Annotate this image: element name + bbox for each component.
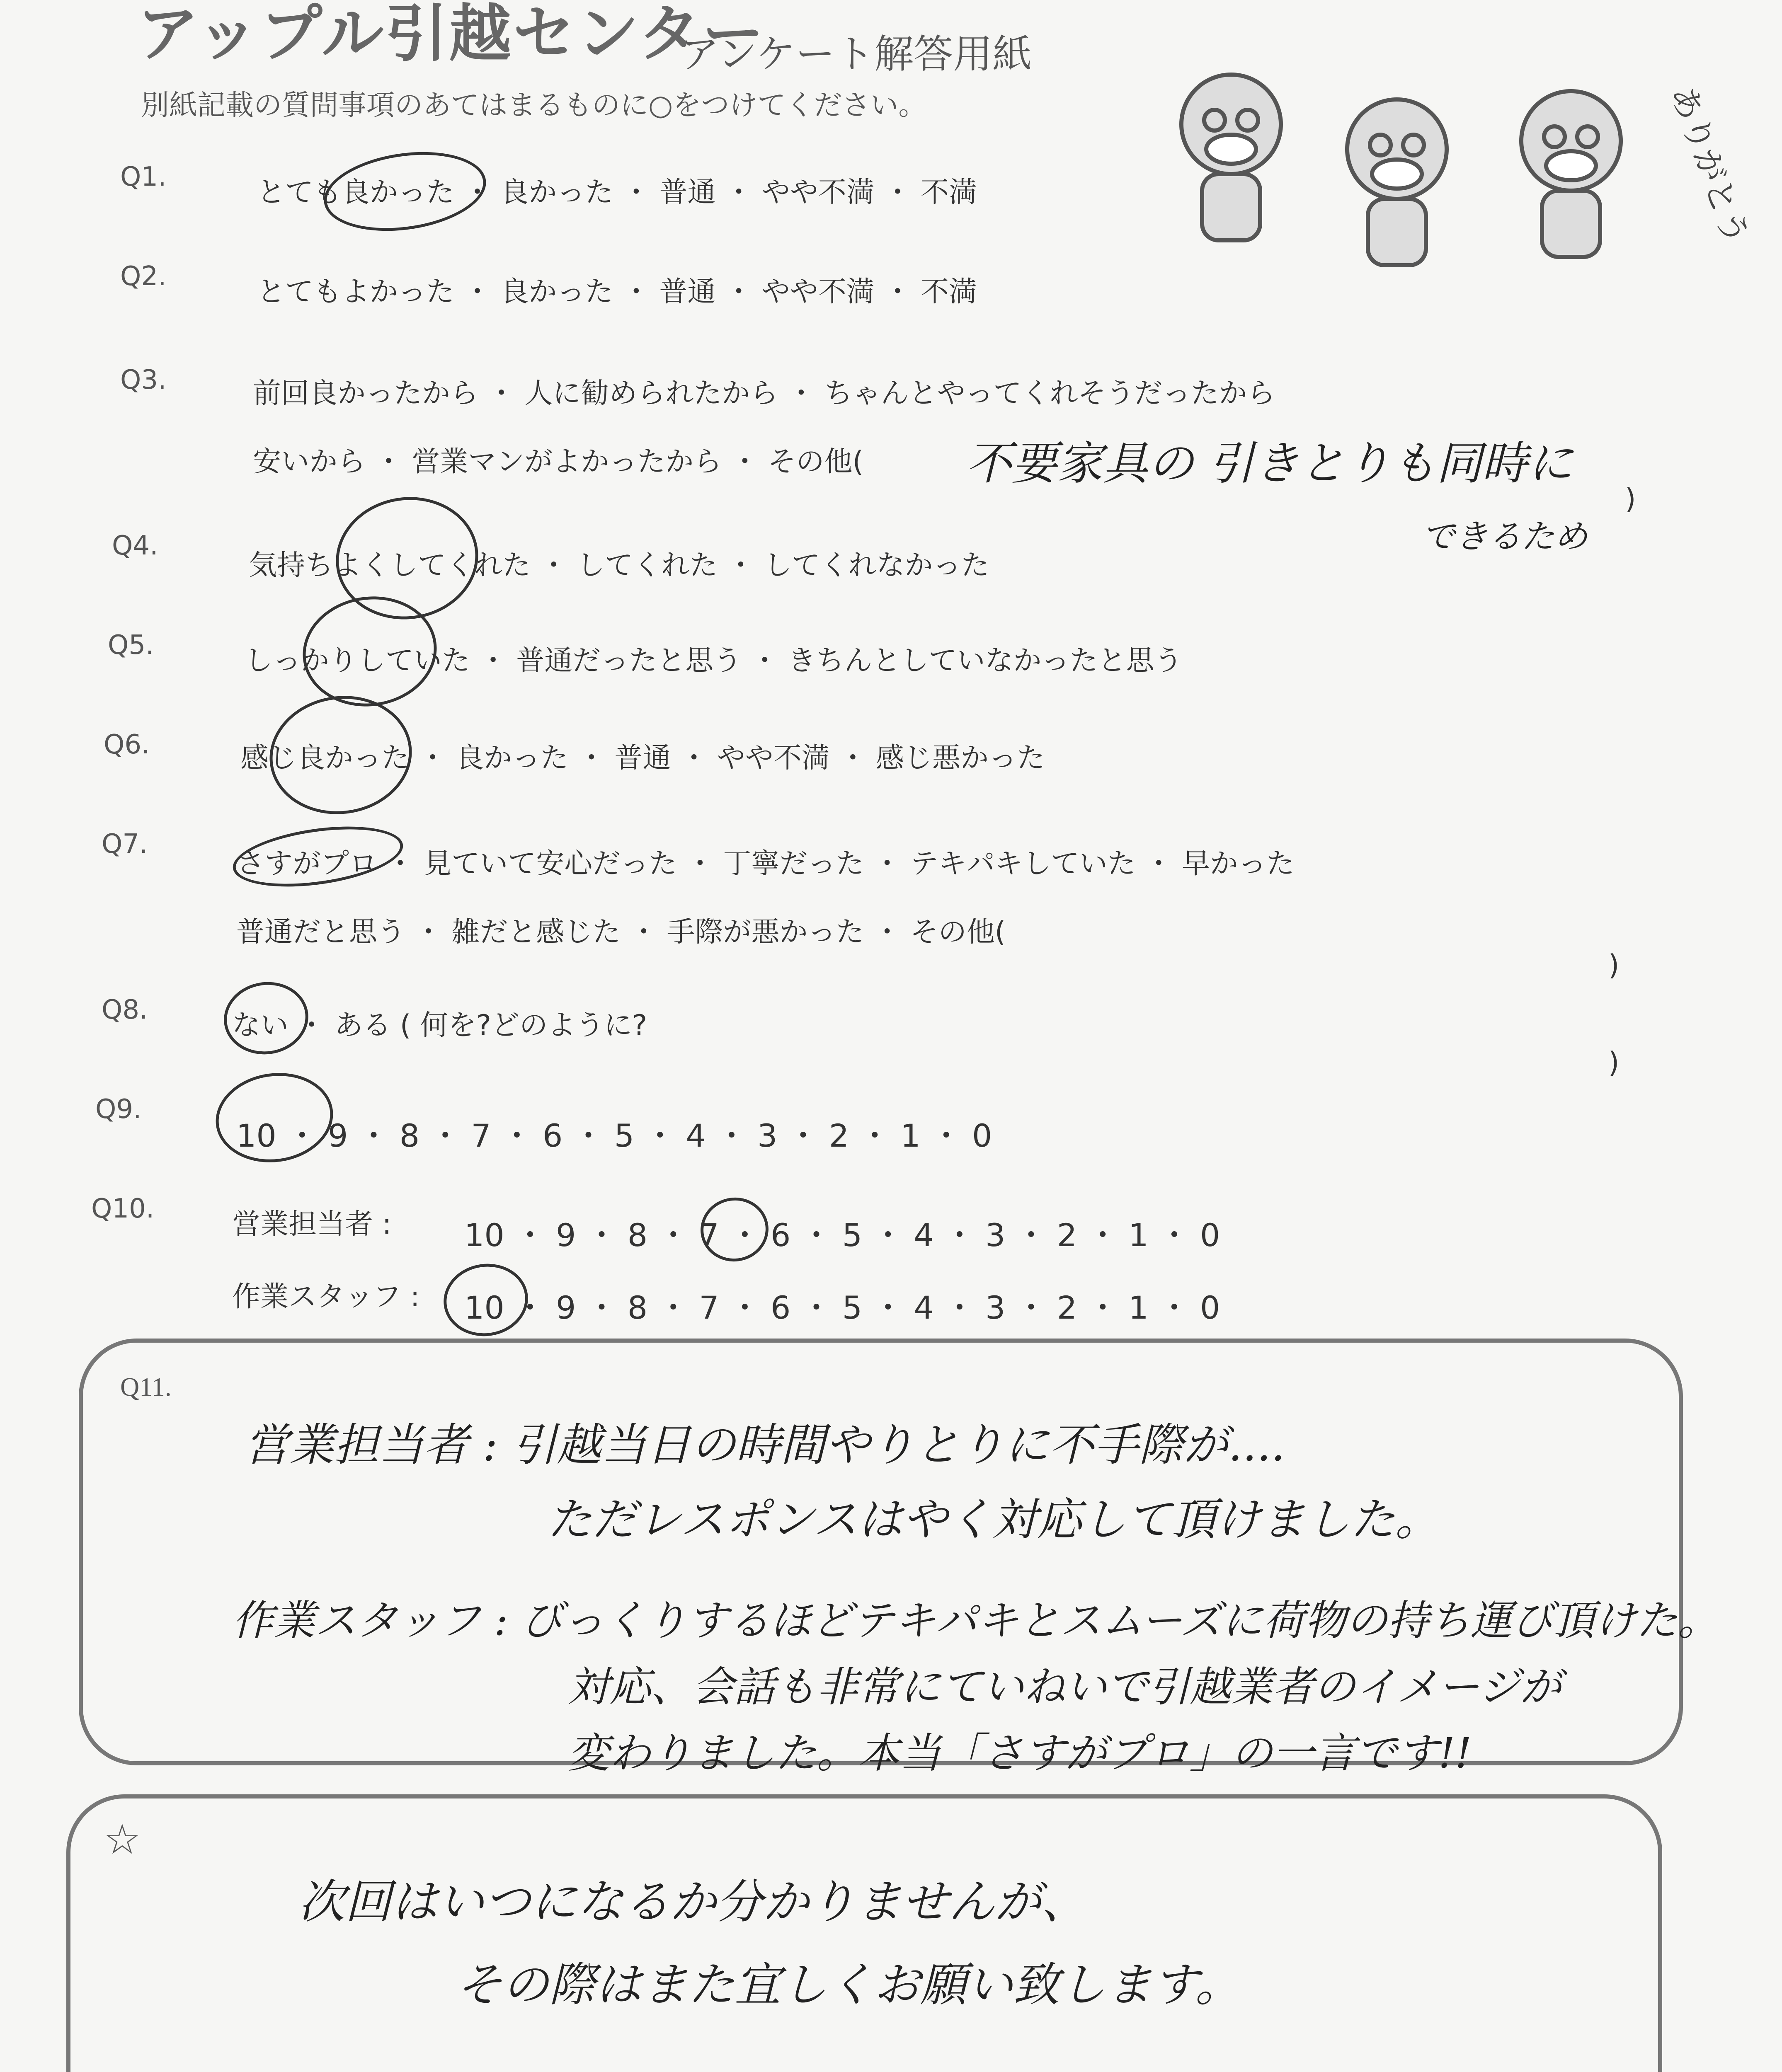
q4-option-3[interactable]: してくれなかった bbox=[764, 549, 989, 582]
q4-options: 気持ちよくしてくれた ・ してくれた ・ してくれなかった bbox=[249, 549, 989, 582]
q7-line-1: さすがプロ ・ 見ていて安心だった ・ 丁寧だった ・ テキパキしていた ・ 早かった bbox=[236, 847, 1295, 880]
star-line-1: 次回はいつになるか分かりませんが、 bbox=[298, 1875, 1088, 1929]
q7-line-2: 普通だと思う ・ 雑だと感じた ・ 手際が悪かった ・ その他( bbox=[236, 916, 1006, 949]
q11-line-5: 変わりました。本当「さすがプロ」の一言です!! bbox=[568, 1729, 1472, 1777]
q5-option-1[interactable]: しっかりしていた bbox=[245, 644, 470, 677]
q1-option-3[interactable]: 普通 bbox=[659, 176, 716, 209]
q6-option-4[interactable]: やや不満 bbox=[717, 742, 830, 775]
q6-options: 感じ良かった ・ 良かった ・ 普通 ・ やや不満 ・ 感じ悪かった bbox=[240, 742, 1045, 775]
q11-line-2: ただレスポンスはやく対応して頂けました。 bbox=[547, 1494, 1440, 1546]
q1-option-1[interactable]: とても良かった bbox=[257, 176, 455, 209]
q4-option-2[interactable]: してくれた bbox=[577, 549, 718, 582]
q2-options: とてもよかった ・ 良かった ・ 普通 ・ やや不満 ・ 不満 bbox=[257, 276, 977, 308]
form-subtitle: アンケート解答用紙 bbox=[680, 31, 1032, 77]
q5-option-2[interactable]: 普通だったと思う bbox=[516, 644, 742, 677]
q8-line-1: ない ・ ある ( 何を?どのように? bbox=[232, 1009, 647, 1042]
q6-answer-circle bbox=[262, 687, 419, 823]
q6-option-2[interactable]: 良かった bbox=[456, 742, 569, 775]
q8-label: Q8. bbox=[102, 995, 148, 1025]
q2-option-3[interactable]: 普通 bbox=[659, 276, 716, 308]
star-icon: ☆ bbox=[104, 1815, 141, 1864]
q4-label: Q4. bbox=[112, 530, 158, 561]
q5-option-3[interactable]: きちんとしていなかったと思う bbox=[788, 644, 1183, 677]
q1-label: Q1. bbox=[120, 162, 167, 192]
q10-staff-scale: 10 ・ 9 ・ 8 ・ 7 ・ 6 ・ 5 ・ 4 ・ 3 ・ 2 ・ 1 ・ 0 bbox=[464, 1289, 1220, 1326]
q6-option-1[interactable]: 感じ良かった bbox=[240, 742, 410, 775]
q3-line-2: 安いから ・ 営業マンがよかったから ・ その他( bbox=[253, 445, 863, 478]
q8-answer-circle bbox=[219, 977, 313, 1060]
q7-answer-circle bbox=[229, 817, 407, 896]
free-comment-box bbox=[66, 1794, 1662, 2072]
q1-options: とても良かった ・ 良かった ・ 普通 ・ やや不満 ・ 不満 bbox=[257, 176, 977, 209]
q3-other-answer-1: 不要家具の 引きとりも同時に bbox=[966, 437, 1573, 490]
q1-option-4[interactable]: やや不満 bbox=[761, 176, 875, 209]
q7-close-paren: ) bbox=[1608, 949, 1620, 982]
q3-other-answer-2: できるため bbox=[1422, 517, 1588, 556]
q2-option-1[interactable]: とてもよかった bbox=[257, 276, 455, 308]
q3-line-1: 前回良かったから ・ 人に勧められたから ・ ちゃんとやってくれそうだったから bbox=[253, 377, 1275, 410]
q7-label: Q7. bbox=[102, 829, 148, 859]
q2-option-2[interactable]: 良かった bbox=[500, 276, 613, 308]
q6-label: Q6. bbox=[104, 729, 150, 760]
mascot-illustration bbox=[1152, 41, 1756, 274]
q10-staff-label: 作業スタッフ : bbox=[232, 1280, 420, 1313]
q6-option-3[interactable]: 普通 bbox=[614, 742, 671, 775]
q11-line-1: 営業担当者 : 引越当日の時間やりとりに不手際が.... bbox=[245, 1419, 1285, 1471]
q2-label: Q2. bbox=[120, 261, 167, 292]
q2-option-5[interactable]: 不満 bbox=[921, 276, 977, 308]
q11-line-3: 作業スタッフ : びっくりするほどテキパキとスムーズに荷物の持ち運び頂けた。 bbox=[232, 1596, 1719, 1645]
q3-label: Q3. bbox=[120, 365, 167, 395]
q4-option-1[interactable]: 気持ちよくしてくれた bbox=[249, 549, 531, 582]
q11-label: Q11. bbox=[120, 1372, 172, 1402]
q1-option-5[interactable]: 不満 bbox=[921, 176, 977, 209]
q5-options: しっかりしていた ・ 普通だったと思う ・ きちんとしていなかったと思う bbox=[245, 644, 1183, 677]
q9-scale: 10 ・ 9 ・ 8 ・ 7 ・ 6 ・ 5 ・ 4 ・ 3 ・ 2 ・ 1 ・ 0 bbox=[236, 1117, 992, 1154]
q9-label: Q9. bbox=[95, 1094, 142, 1125]
q10-sales-scale: 10 ・ 9 ・ 8 ・ 7 ・ 6 ・ 5 ・ 4 ・ 3 ・ 2 ・ 1 ・ 0 bbox=[464, 1217, 1220, 1254]
q11-line-4: 対応、会話も非常にていねいで引越業者のイメージが bbox=[568, 1663, 1561, 1711]
mascot-text: ありがとう bbox=[1663, 80, 1756, 250]
form-title: アップル引越センター bbox=[137, 0, 766, 70]
q8-close-paren: ) bbox=[1608, 1046, 1620, 1079]
q10-label: Q10. bbox=[91, 1193, 155, 1224]
q2-option-4[interactable]: やや不満 bbox=[761, 276, 875, 308]
q10-sales-label: 営業担当者 : bbox=[232, 1208, 392, 1241]
star-line-2: その際はまた宜しくお願い致します。 bbox=[456, 1958, 1242, 2012]
q1-option-2[interactable]: 良かった bbox=[500, 176, 613, 209]
instruction-text: 別紙記載の質問事項のあてはまるものに○をつけてください。 bbox=[141, 89, 927, 122]
q10-staff-answer-circle bbox=[439, 1259, 533, 1342]
q6-option-5[interactable]: 感じ悪かった bbox=[876, 742, 1045, 775]
q1-answer-circle bbox=[319, 142, 491, 240]
q5-label: Q5. bbox=[108, 630, 154, 661]
q3-close-paren: ) bbox=[1625, 483, 1636, 516]
